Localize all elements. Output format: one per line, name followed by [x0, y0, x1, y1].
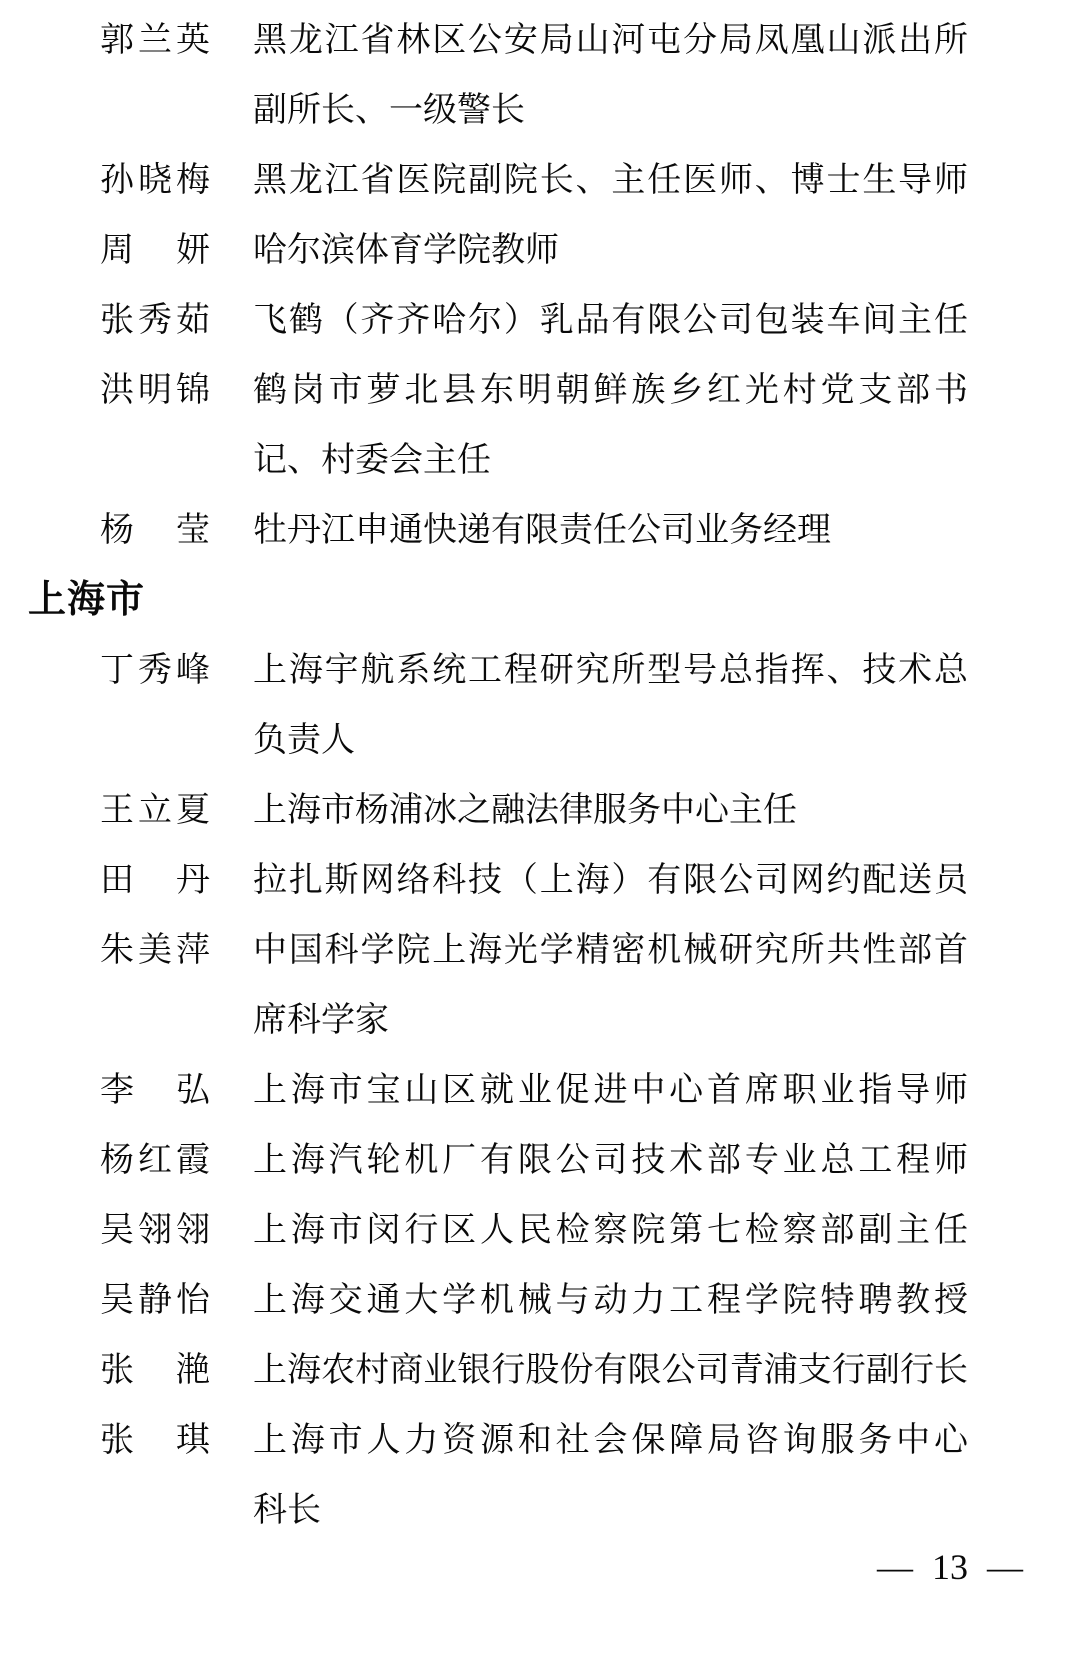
title-line: 中国科学院上海光学精密机械研究所共性部首 [253, 930, 968, 970]
list-item [0, 145, 1080, 215]
person-name: 洪明锦 [100, 370, 210, 410]
person-title [253, 145, 968, 215]
title-line: 黑龙江省医院副院长、主任医师、博士生导师 [253, 160, 968, 200]
person-name: 王立夏 [100, 790, 210, 830]
person-name: 朱美萍 [100, 930, 210, 970]
title-line: 上海交通大学机械与动力工程学院特聘教授 [253, 1280, 968, 1320]
title-line: 上海市杨浦冰之融法律服务中心主任 [253, 790, 797, 830]
title-line: 记、村委会主任 [253, 440, 491, 480]
person-name: 杨红霞 [100, 1140, 210, 1180]
person-name: 孙晓梅 [100, 160, 210, 200]
person-name: 周妍 [100, 230, 210, 270]
list-item [0, 1405, 1080, 1545]
list-item [0, 215, 1080, 285]
section-header: 上海市 [28, 579, 146, 621]
person-title [253, 915, 968, 1055]
title-line: 上海农村商业银行股份有限公司青浦支行副行长 [253, 1350, 968, 1390]
title-line: 哈尔滨体育学院教师 [253, 230, 559, 270]
person-title [253, 845, 968, 915]
person-title [253, 5, 968, 145]
list-item [0, 1125, 1080, 1195]
title-line: 副所长、一级警长 [253, 90, 525, 130]
person-title [253, 635, 968, 775]
person-title [253, 285, 968, 355]
person-title [253, 1265, 968, 1335]
list-item [0, 915, 1080, 1055]
person-title [253, 1405, 968, 1545]
list-item [0, 1055, 1080, 1125]
title-line: 上海汽轮机厂有限公司技术部专业总工程师 [253, 1140, 968, 1180]
title-line: 科长 [253, 1490, 321, 1530]
title-line: 拉扎斯网络科技（上海）有限公司网约配送员 [253, 860, 968, 900]
list-item [0, 5, 1080, 145]
person-title [253, 1335, 968, 1405]
list-item [0, 845, 1080, 915]
person-name: 吴翎翎 [100, 1210, 210, 1250]
title-line: 上海市人力资源和社会保障局咨询服务中心 [253, 1420, 968, 1460]
person-title [253, 1125, 968, 1195]
person-name: 杨莹 [100, 510, 210, 550]
list-item [0, 635, 1080, 775]
person-title [253, 1195, 968, 1265]
person-title [253, 215, 968, 285]
title-line: 牡丹江申通快递有限责任公司业务经理 [253, 510, 831, 550]
person-name: 吴静怡 [100, 1280, 210, 1320]
person-name: 张秀茹 [100, 300, 210, 340]
list-item [0, 495, 1080, 565]
person-name: 张滟 [100, 1350, 210, 1390]
page-number: — 13 — [877, 1547, 1023, 1587]
person-title [253, 775, 968, 845]
person-name: 郭兰英 [100, 20, 210, 60]
person-name: 丁秀峰 [100, 650, 210, 690]
person-title [253, 1055, 968, 1125]
person-title [253, 355, 968, 495]
list-item [0, 1265, 1080, 1335]
title-line: 鹤岗市萝北县东明朝鲜族乡红光村党支部书 [253, 370, 968, 410]
list-item [0, 1195, 1080, 1265]
title-line: 飞鹤（齐齐哈尔）乳品有限公司包装车间主任 [253, 300, 968, 340]
person-name: 张琪 [100, 1420, 210, 1460]
list-item [0, 775, 1080, 845]
list-item [0, 285, 1080, 355]
person-name: 田丹 [100, 860, 210, 900]
person-title [253, 495, 968, 565]
list-item [0, 1335, 1080, 1405]
title-line: 黑龙江省林区公安局山河屯分局凤凰山派出所 [253, 20, 968, 60]
title-line: 上海市宝山区就业促进中心首席职业指导师 [253, 1070, 968, 1110]
list-item [0, 355, 1080, 495]
title-line: 负责人 [253, 720, 355, 760]
title-line: 上海市闵行区人民检察院第七检察部副主任 [253, 1210, 968, 1250]
person-name: 李弘 [100, 1070, 210, 1110]
title-line: 席科学家 [253, 1000, 389, 1040]
title-line: 上海宇航系统工程研究所型号总指挥、技术总 [253, 650, 968, 690]
